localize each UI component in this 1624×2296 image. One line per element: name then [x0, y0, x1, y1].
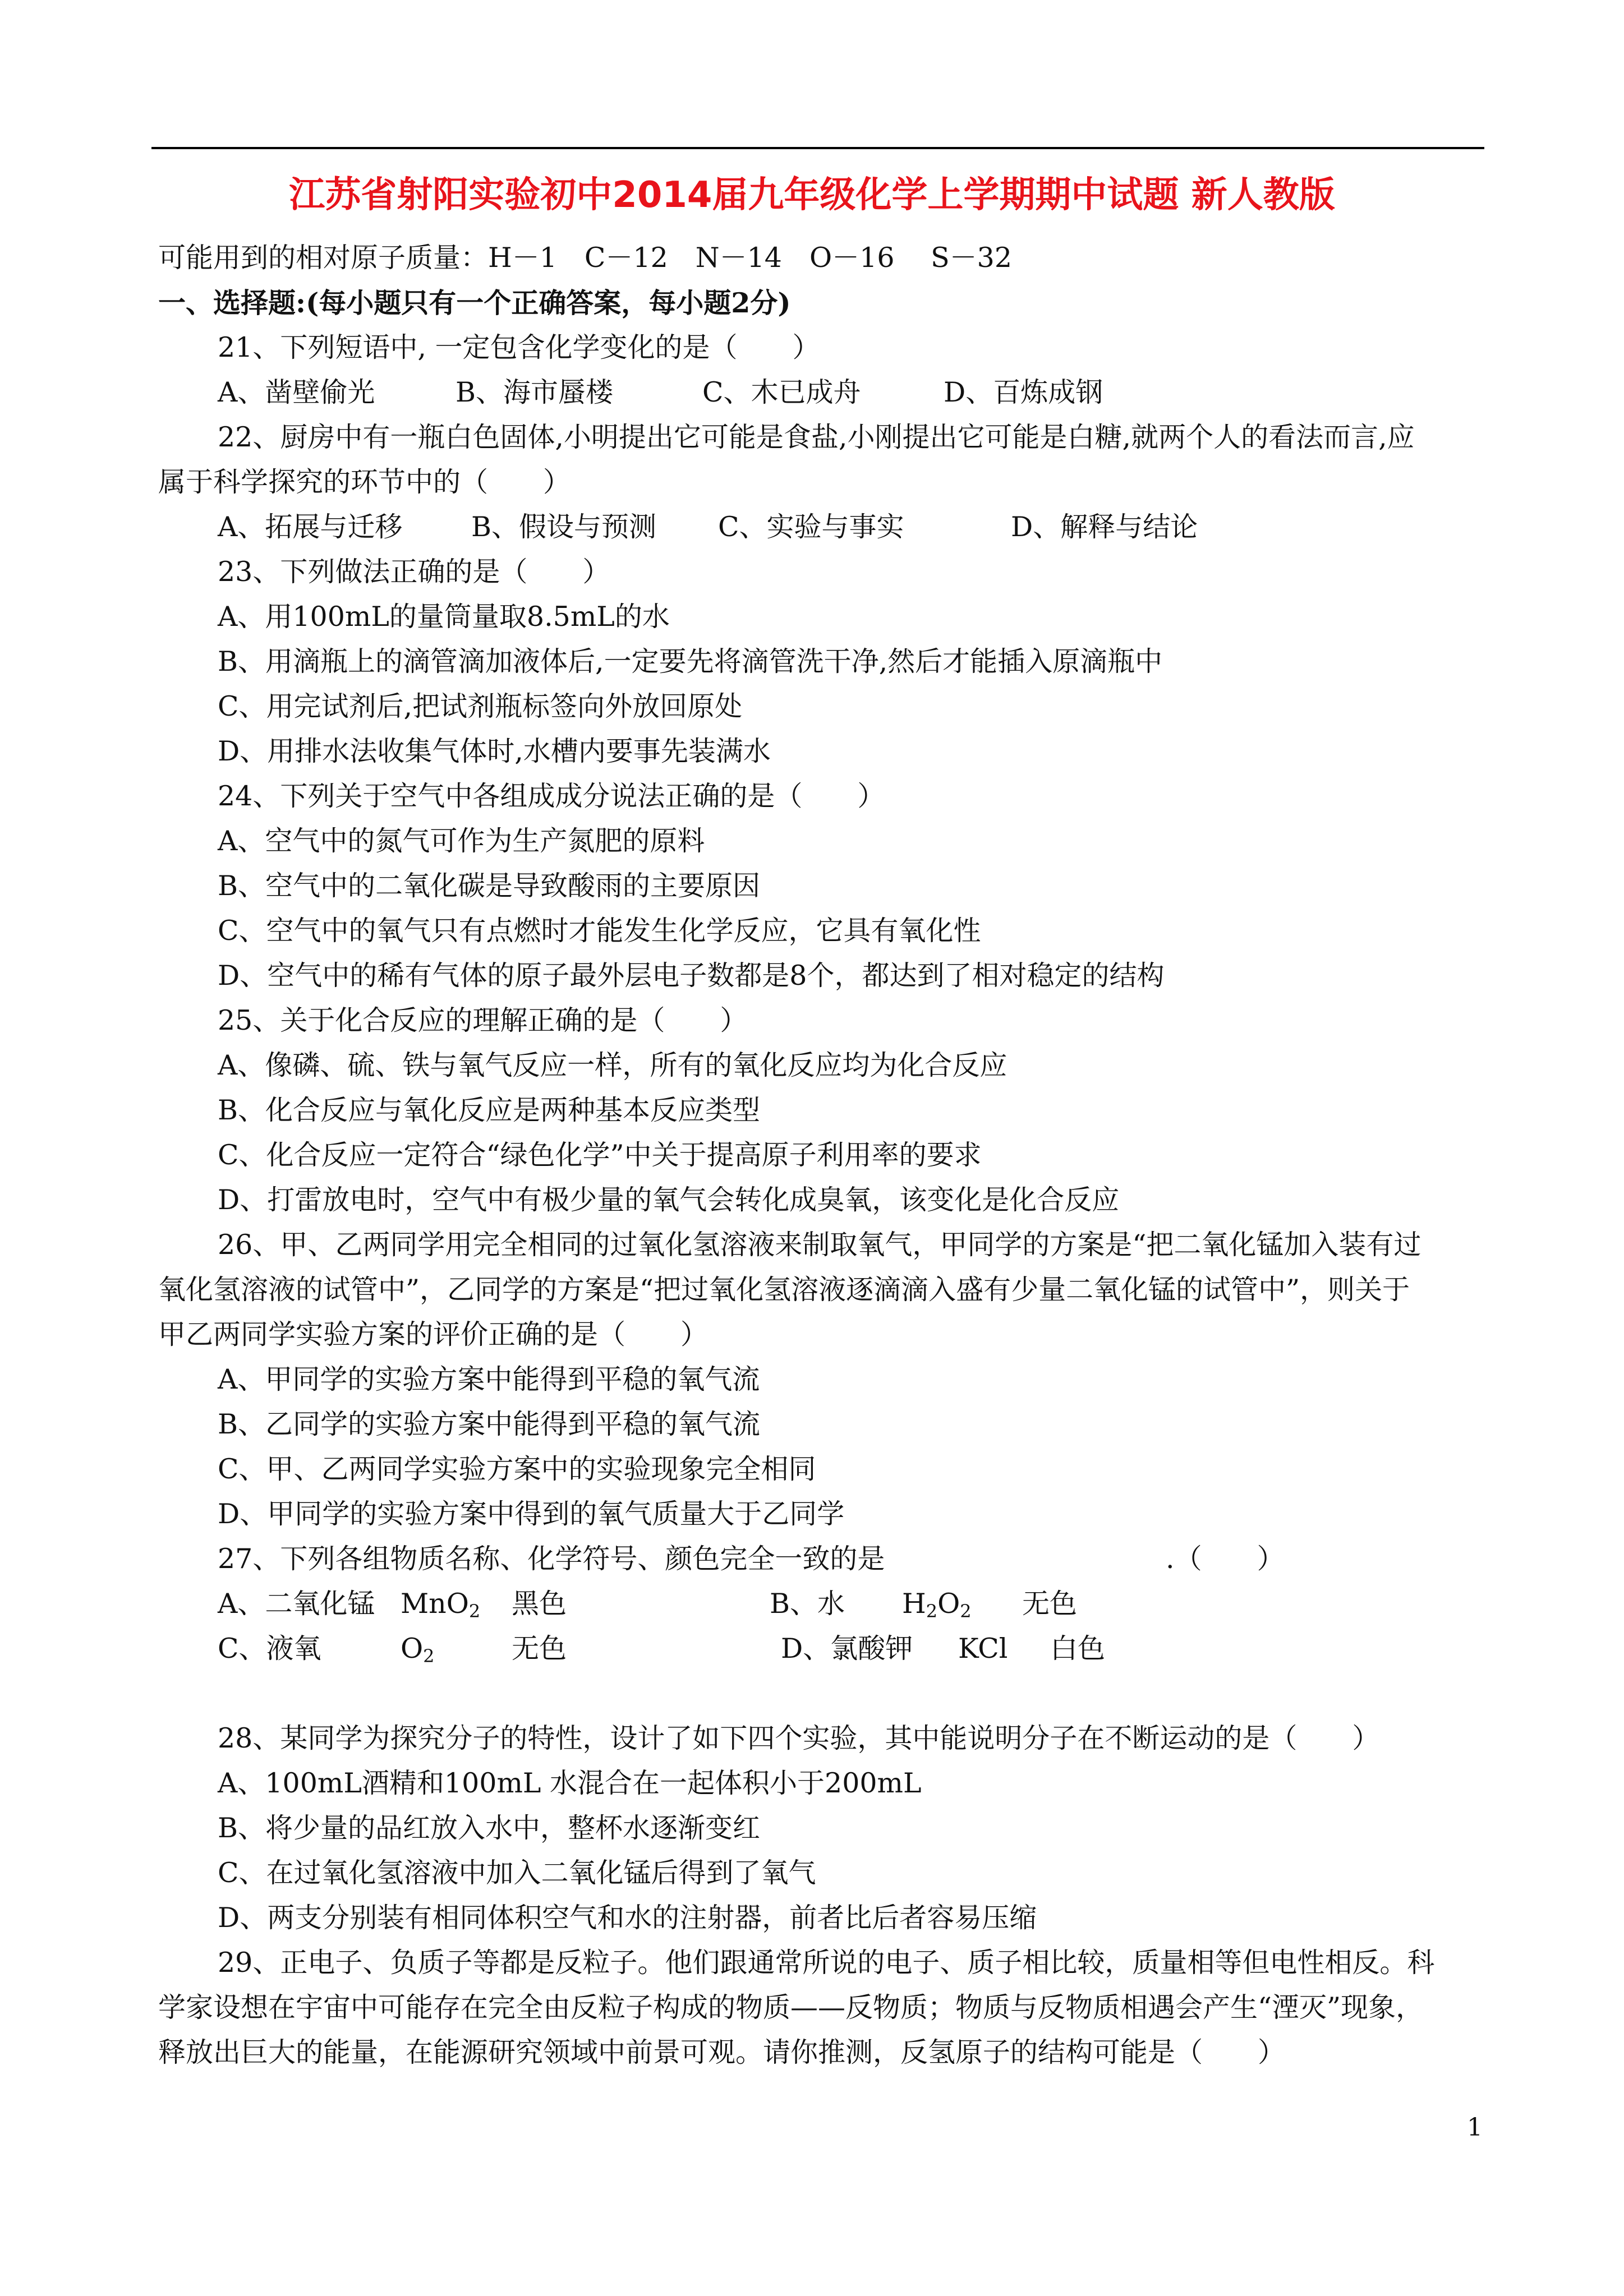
option-b: B、海市蜃楼 [456, 376, 614, 408]
option-c: C、在过氧化氢溶液中加入二氧化锰后得到了氧气 [218, 1857, 816, 1889]
option-b: B、化合反应与氧化反应是两种基本反应类型 [218, 1094, 761, 1126]
option-d: D、甲同学的实验方案中得到的氧气质量大于乙同学 [218, 1498, 845, 1530]
option-b: B、假设与预测 [471, 511, 657, 543]
option-a-formula-text: MnO [401, 1588, 469, 1620]
question-24-stem: 24、下列关于空气中各组成成分说法正确的是（ ） [218, 780, 885, 812]
option-b-formula-subscript-2: 2 [960, 1601, 972, 1622]
option-a: A、100mL酒精和100mL 水混合在一起体积小于200mL [218, 1767, 922, 1799]
page-title: 江苏省射阳实验初中2014届九年级化学上学期期中试题 新人教版 [289, 174, 1335, 216]
option-b-formula-text-2: O [937, 1588, 960, 1620]
option-a-name: A、二氧化锰 [218, 1588, 375, 1620]
option-c-color: 无色 [512, 1633, 567, 1665]
option-c-formula-text: O [401, 1633, 424, 1665]
option-a: A、像磷、硫、铁与氧气反应一样，所有的氧化反应均为化合反应 [218, 1049, 1007, 1081]
option-c: C、用完试剂后,把试剂瓶标签向外放回原处 [218, 690, 743, 722]
option-b-name: B、水 [770, 1588, 845, 1620]
option-a: A、凿壁偷光 [218, 376, 375, 408]
question-27-stem [158, 1537, 1484, 1582]
question-26-stem-line-3: 甲乙两同学实验方案的评价正确的是（ ） [158, 1318, 709, 1350]
option-d: D、两支分别装有相同体积空气和水的注射器，前者比后者容易压缩 [218, 1902, 1037, 1934]
option-c: C、木已成舟 [702, 376, 861, 408]
option-d-color: 白色 [1050, 1633, 1106, 1665]
option-d: D、空气中的稀有气体的原子最外层电子数都是8个，都达到了相对稳定的结构 [218, 960, 1165, 992]
option-a: A、甲同学的实验方案中能得到平稳的氧气流 [218, 1363, 760, 1395]
option-b-formula [902, 1582, 972, 1626]
option-b-formula-subscript-1: 2 [926, 1601, 938, 1622]
question-29-stem-line-2: 学家设想在宇宙中可能存在完全由反粒子构成的物质——反物质；物质与反物质相遇会产生“湮灭”现象， [158, 1991, 1424, 2023]
option-a: A、拓展与迁移 [218, 511, 403, 543]
option-c-formula [401, 1626, 435, 1671]
question-22-options [158, 505, 1484, 550]
option-d: D、百炼成钢 [944, 376, 1103, 408]
question-22-stem-line-1: 22、厨房中有一瓶白色固体,小明提出它可能是食盐,小刚提出它可能是白糖,就两个人的看法而言,应 [218, 421, 1415, 453]
option-d: D、打雷放电时，空气中有极少量的氧气会转化成臭氧，该变化是化合反应 [218, 1184, 1120, 1216]
option-d: D、解释与结论 [1011, 511, 1198, 543]
question-26-stem-line-1: 26、甲、乙两同学用完全相同的过氧化氢溶液来制取氧气，甲同学的方案是“把二氧化锰加入装有过 [218, 1229, 1421, 1261]
section-heading: 一、选择题:(每小题只有一个正确答案，每小题2分) [158, 287, 791, 319]
option-b-formula-text-1: H [902, 1588, 926, 1620]
option-b: B、用滴瓶上的滴管滴加液体后,一定要先将滴管洗干净,然后才能插入原滴瓶中 [218, 646, 1163, 677]
question-27-options-row-2 [158, 1626, 1484, 1671]
question-29-stem-line-1: 29、正电子、负质子等都是反粒子。他们跟通常所说的电子、质子相比较，质量相等但电性相反。科 [218, 1947, 1435, 1979]
option-a-color: 黑色 [512, 1588, 567, 1620]
option-c-name: C、液氧 [218, 1633, 321, 1665]
option-a-formula-subscript: 2 [468, 1601, 481, 1622]
question-29-stem-line-3: 释放出巨大的能量，在能源研究领域中前景可观。请你推测，反氢原子的结构可能是（ ） [158, 2036, 1286, 2068]
question-21-stem: 21、下列短语中, 一定包含化学变化的是（ ） [218, 331, 820, 363]
question-27-paren: .（ ） [1166, 1543, 1285, 1575]
option-a-formula [401, 1582, 480, 1626]
blank-line [158, 1671, 1484, 1716]
atomic-masses-line: 可能用到的相对原子质量：H－1 C－12 N－14 O－16 S－32 [158, 242, 1012, 274]
question-27-stem-text: 27、下列各组物质名称、化学符号、颜色完全一致的是 [218, 1543, 885, 1575]
question-22-stem-line-2: 属于科学探究的环节中的（ ） [158, 466, 571, 498]
page-number: 1 [1467, 2113, 1483, 2142]
option-b: B、将少量的品红放入水中，整杯水逐渐变红 [218, 1812, 761, 1844]
option-b: B、空气中的二氧化碳是导致酸雨的主要原因 [218, 870, 761, 902]
question-26-stem-line-2: 氧化氢溶液的试管中”，乙同学的方案是“把过氧化氢溶液逐滴滴入盛有少量二氧化锰的试管中”，则关于 [158, 1274, 1410, 1306]
question-27-options-row-1 [158, 1582, 1484, 1626]
question-23-stem: 23、下列做法正确的是（ ） [218, 556, 610, 588]
question-21-options [158, 370, 1484, 415]
option-d-name: D、氯酸钾 [781, 1633, 913, 1665]
exam-body [158, 236, 1484, 2075]
option-c: C、空气中的氧气只有点燃时才能发生化学反应，它具有氧化性 [218, 915, 981, 947]
option-d-formula: KCl [958, 1633, 1008, 1665]
question-25-stem: 25、关于化合反应的理解正确的是（ ） [218, 1004, 748, 1036]
option-d: D、用排水法收集气体时,水槽内要事先装满水 [218, 735, 771, 767]
option-c: C、甲、乙两同学实验方案中的实验现象完全相同 [218, 1453, 816, 1485]
option-c-formula-subscript: 2 [423, 1645, 435, 1667]
option-c: C、实验与事实 [718, 511, 904, 543]
option-c: C、化合反应一定符合“绿色化学”中关于提高原子利用率的要求 [218, 1139, 982, 1171]
option-a: A、用100mL的量筒量取8.5mL的水 [218, 601, 670, 633]
question-28-stem: 28、某同学为探究分子的特性，设计了如下四个实验，其中能说明分子在不断运动的是（ ） [218, 1722, 1380, 1754]
option-b: B、乙同学的实验方案中能得到平稳的氧气流 [218, 1408, 761, 1440]
header-rule [151, 147, 1484, 149]
option-b-color: 无色 [1022, 1588, 1078, 1620]
option-a: A、空气中的氮气可作为生产氮肥的原料 [218, 825, 705, 857]
